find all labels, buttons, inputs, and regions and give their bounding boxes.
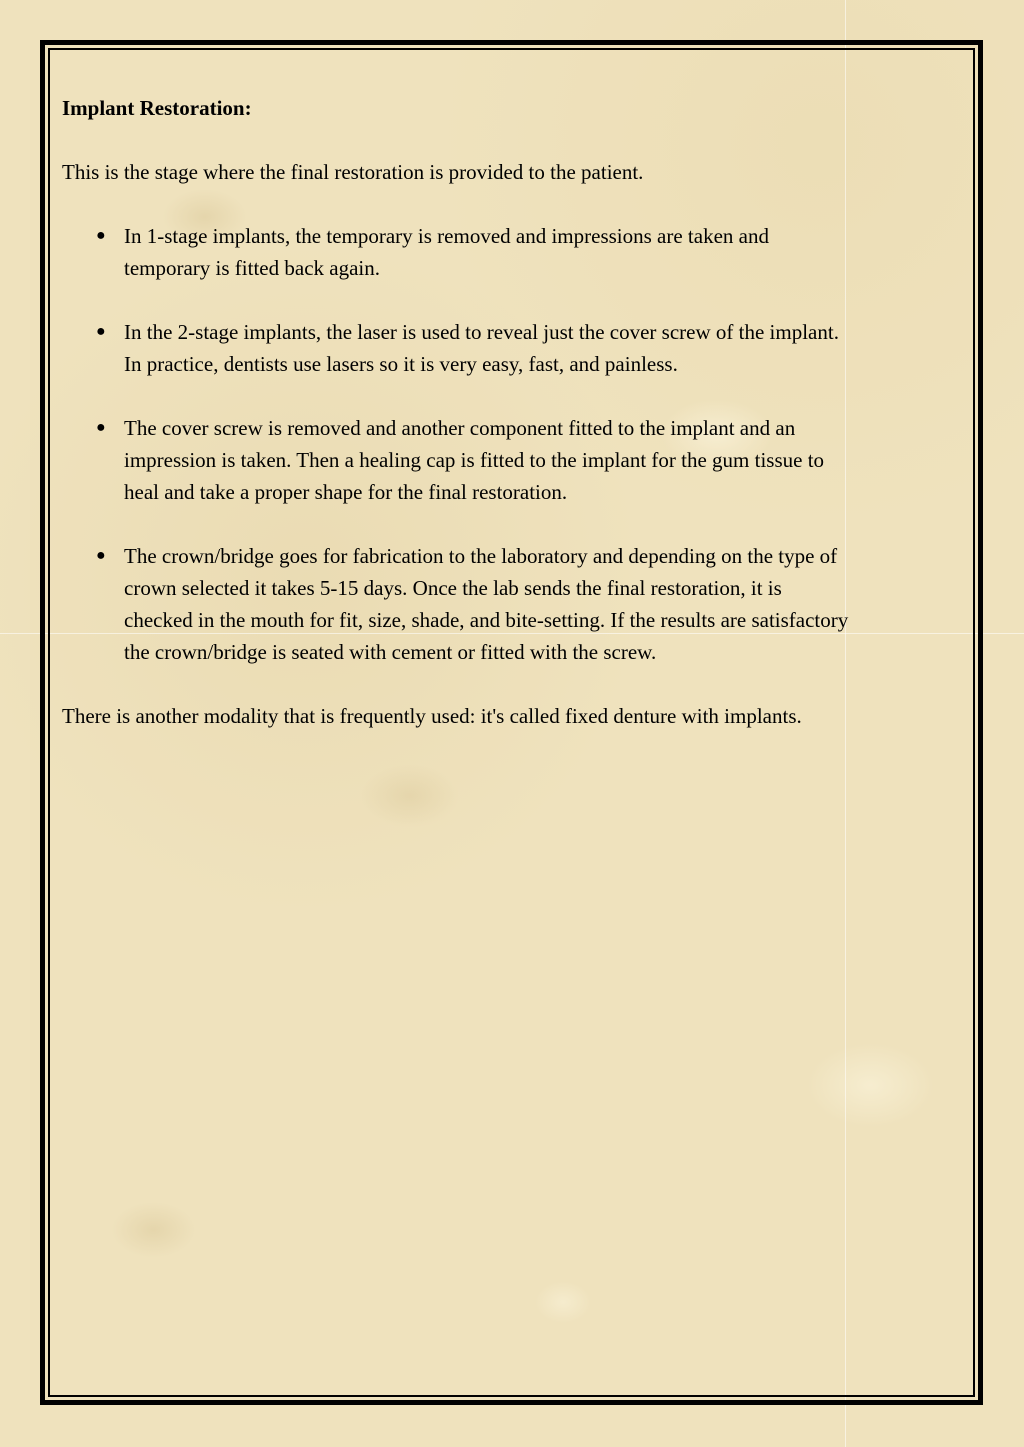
list-item [62,540,962,668]
bullet-icon: ● [96,547,106,564]
bullet-icon: ● [96,323,106,340]
list-item [62,316,962,380]
bullet-list [62,220,962,668]
list-item-line: crown selected it takes 5-15 days. Once the lab sends the final restoration, it is [124,576,782,600]
list-item-line: impression is taken. Then a healing cap is fitted to the implant for the gum tissue to [124,448,825,472]
list-item-line: the crown/bridge is seated with cement or fitted with the screw. [124,640,657,664]
list-item-line: heal and take a proper shape for the final restoration. [124,480,568,504]
document-body [62,92,962,764]
closing-paragraph: There is another modality that is frequently used: it's called fixed denture with implants. [62,704,802,728]
list-item-line: In practice, dentists use lasers so it is very easy, fast, and painless. [124,352,678,376]
bullet-icon: ● [96,419,106,436]
list-item-line: The cover screw is removed and another component fitted to the implant and an [124,416,796,440]
list-item-line: In the 2-stage implants, the laser is used to reveal just the cover screw of the implant. [124,320,839,344]
list-item [62,220,962,284]
list-item [62,412,962,508]
list-item-line: temporary is fitted back again. [124,256,380,280]
bullet-icon: ● [96,227,106,244]
list-item-line: The crown/bridge goes for fabrication to the laboratory and depending on the type of [124,544,838,568]
intro-paragraph: This is the stage where the final restoration is provided to the patient. [62,160,644,184]
section-heading: Implant Restoration: [62,96,252,120]
list-item-line: checked in the mouth for fit, size, shade, and bite-setting. If the results are satisfactory [124,608,849,632]
list-item-line: In 1-stage implants, the temporary is removed and impressions are taken and [124,224,769,248]
